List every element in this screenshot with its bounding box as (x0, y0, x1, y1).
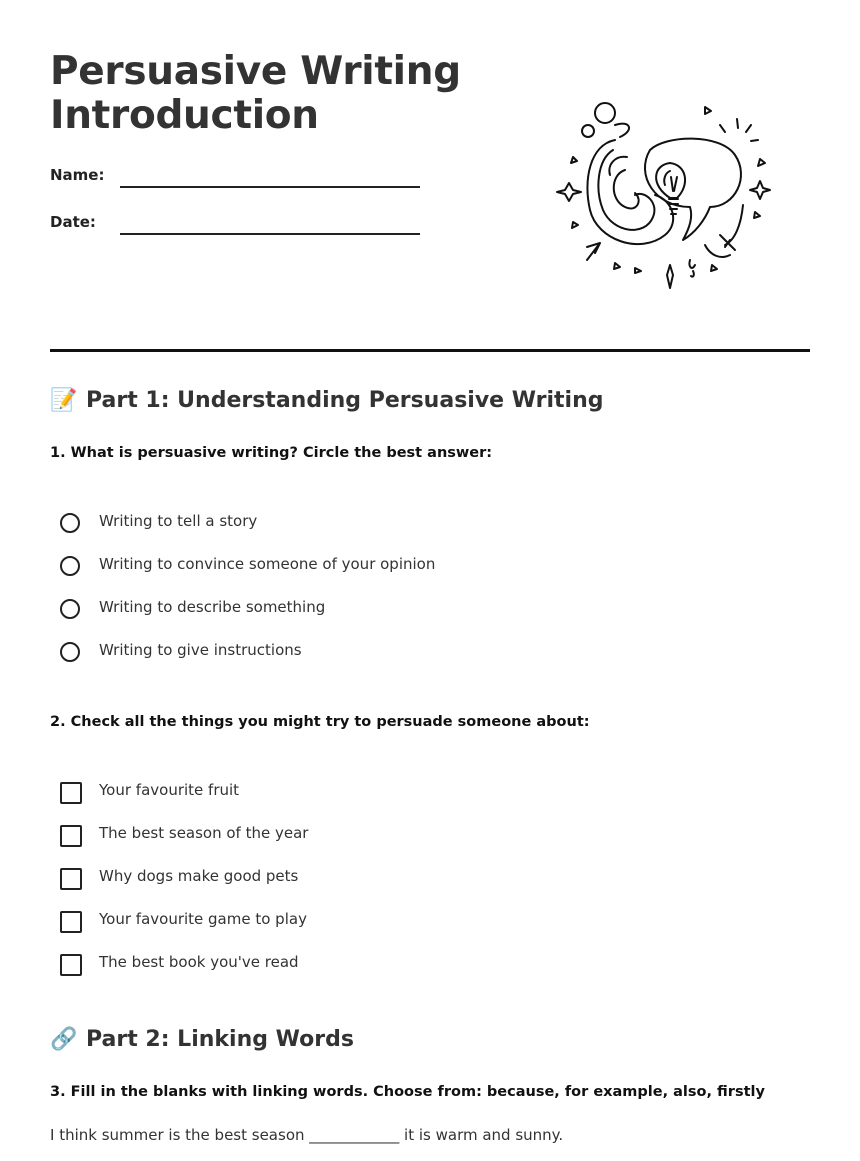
question-1: 1. What is persuasive writing? Circle the best answer: (50, 445, 493, 461)
option-label: Writing to describe something (99, 598, 326, 616)
checkbox[interactable] (60, 911, 82, 933)
option-label: Writing to tell a story (99, 512, 258, 530)
name-field[interactable] (50, 166, 420, 196)
part2-heading (50, 1027, 354, 1052)
fill-blank-sentence-1[interactable]: I think summer is the best season ____________ it is warm and sunny. (50, 1126, 564, 1144)
radio-circle[interactable] (60, 642, 80, 662)
option-label: Writing to convince someone of your opinion (99, 555, 436, 573)
radio-circle[interactable] (60, 599, 80, 619)
checkbox[interactable] (60, 954, 82, 976)
option-label: Your favourite fruit (99, 781, 240, 799)
part1-heading-text: Part 1: Understanding Persuasive Writing (86, 388, 604, 413)
option-label: Your favourite game to play (99, 910, 307, 928)
option-label: The best book you've read (99, 953, 299, 971)
brain-lightbulb-icon (555, 95, 775, 295)
link-icon: 🔗 (50, 1027, 78, 1052)
worksheet-title (50, 50, 461, 138)
part2-heading-text: Part 2: Linking Words (86, 1027, 354, 1052)
checkbox[interactable] (60, 868, 82, 890)
option-label: Writing to give instructions (99, 641, 302, 659)
question-2: 2. Check all the things you might try to persuade someone about: (50, 714, 590, 730)
option-label: Why dogs make good pets (99, 867, 299, 885)
radio-circle[interactable] (60, 556, 80, 576)
memo-icon: 📝 (50, 388, 78, 413)
date-label: Date: (50, 213, 96, 231)
radio-circle[interactable] (60, 513, 80, 533)
name-write-line[interactable] (120, 186, 420, 188)
option-label: The best season of the year (99, 824, 309, 842)
checkbox[interactable] (60, 825, 82, 847)
checkbox[interactable] (60, 782, 82, 804)
name-label: Name: (50, 166, 105, 184)
part1-heading (50, 388, 603, 413)
date-field[interactable] (50, 213, 420, 243)
date-write-line[interactable] (120, 233, 420, 235)
header-divider (50, 349, 810, 352)
question-3: 3. Fill in the blanks with linking words. Choose from: because, for example, also, firstly (50, 1084, 765, 1100)
title-line-2: Introduction (50, 93, 319, 138)
title-line-1: Persuasive Writing (50, 49, 461, 94)
